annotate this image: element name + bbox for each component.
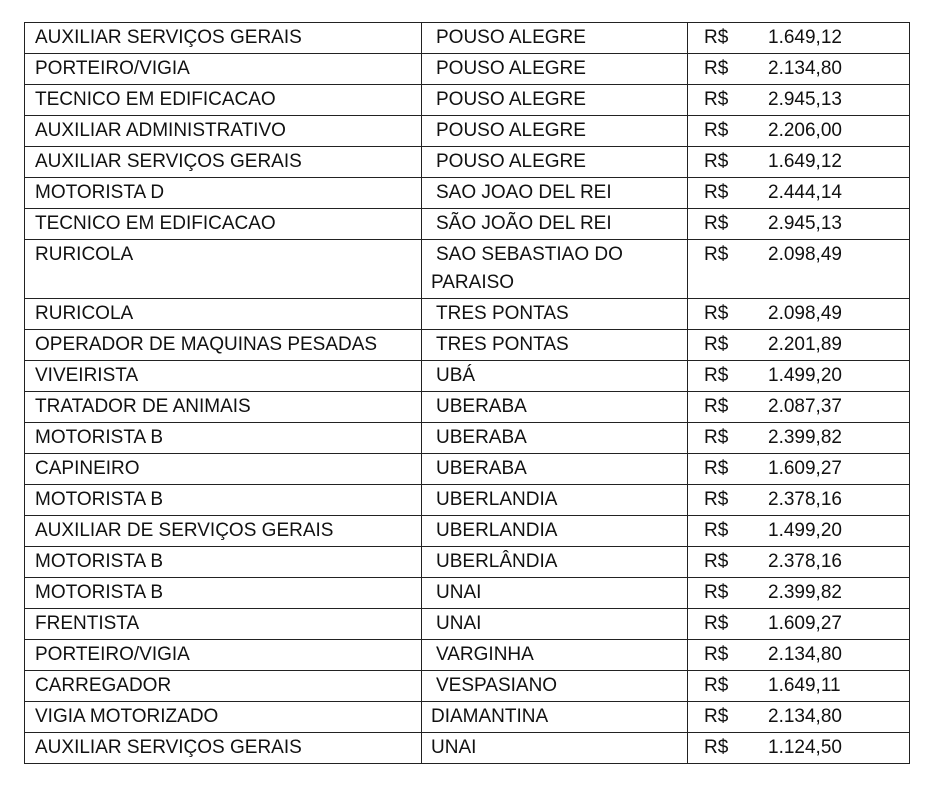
city-text: SAO SEBASTIAO DO xyxy=(436,244,623,265)
table-row xyxy=(25,609,910,640)
role-cell: AUXILIAR SERVIÇOS GERAIS xyxy=(25,733,422,764)
currency-symbol: R$ xyxy=(704,582,729,603)
table-row xyxy=(25,330,910,361)
table-row xyxy=(25,147,910,178)
salary-amount: 2.206,00 xyxy=(768,120,842,141)
salary-amount: 1.609,27 xyxy=(768,613,842,634)
city-text: UBERLANDIA xyxy=(436,520,558,541)
salary-table-body xyxy=(25,23,910,764)
salary-amount: 2.399,82 xyxy=(768,427,842,448)
table-row xyxy=(25,23,910,54)
salary-amount: 2.134,80 xyxy=(768,644,842,665)
table-row xyxy=(25,640,910,671)
currency-symbol: R$ xyxy=(704,27,729,48)
table-row xyxy=(25,702,910,733)
city-text: POUSO ALEGRE xyxy=(436,58,586,79)
city-text: TRES PONTAS xyxy=(436,334,569,355)
city-text: UBERABA xyxy=(436,396,527,417)
salary-cell xyxy=(688,85,910,116)
currency-symbol: R$ xyxy=(704,120,729,141)
salary-amount: 2.444,14 xyxy=(768,182,842,203)
currency-symbol: R$ xyxy=(704,706,729,727)
table-row xyxy=(25,116,910,147)
salary-cell xyxy=(688,640,910,671)
table-row xyxy=(25,240,910,299)
salary-cell xyxy=(688,423,910,454)
salary-table-container xyxy=(24,22,909,764)
salary-amount: 1.124,50 xyxy=(768,737,842,758)
salary-amount: 2.087,37 xyxy=(768,396,842,417)
salary-cell xyxy=(688,609,910,640)
salary-amount: 2.134,80 xyxy=(768,706,842,727)
city-text: SAO JOAO DEL REI xyxy=(436,182,612,203)
city-text: UBERLÂNDIA xyxy=(436,551,558,572)
city-cell xyxy=(422,454,688,485)
city-text: TRES PONTAS xyxy=(436,303,569,324)
city-text-line2: PARAISO xyxy=(431,272,515,293)
salary-cell xyxy=(688,23,910,54)
table-row xyxy=(25,485,910,516)
table-row xyxy=(25,209,910,240)
city-cell xyxy=(422,485,688,516)
salary-cell xyxy=(688,361,910,392)
role-cell: TECNICO EM EDIFICACAO xyxy=(25,85,422,116)
role-cell: AUXILIAR ADMINISTRATIVO xyxy=(25,116,422,147)
salary-amount: 1.499,20 xyxy=(768,520,842,541)
currency-symbol: R$ xyxy=(704,520,729,541)
salary-amount: 1.649,12 xyxy=(768,151,842,172)
city-cell xyxy=(422,178,688,209)
city-cell xyxy=(422,147,688,178)
city-text: SÃO JOÃO DEL REI xyxy=(436,213,612,234)
table-row xyxy=(25,54,910,85)
city-cell xyxy=(422,299,688,330)
salary-cell xyxy=(688,733,910,764)
city-text: POUSO ALEGRE xyxy=(436,27,586,48)
table-row xyxy=(25,299,910,330)
city-text: UNAI xyxy=(436,582,482,603)
currency-symbol: R$ xyxy=(704,182,729,203)
city-text: POUSO ALEGRE xyxy=(436,120,586,141)
role-cell: MOTORISTA B xyxy=(25,547,422,578)
city-cell xyxy=(422,578,688,609)
currency-symbol: R$ xyxy=(704,644,729,665)
city-cell xyxy=(422,116,688,147)
salary-cell xyxy=(688,240,910,299)
role-cell: PORTEIRO/VIGIA xyxy=(25,54,422,85)
city-cell xyxy=(422,23,688,54)
role-cell: AUXILIAR DE SERVIÇOS GERAIS xyxy=(25,516,422,547)
table-row xyxy=(25,516,910,547)
salary-cell xyxy=(688,671,910,702)
role-cell: FRENTISTA xyxy=(25,609,422,640)
city-cell xyxy=(422,392,688,423)
city-text: POUSO ALEGRE xyxy=(436,89,586,110)
city-text: VESPASIANO xyxy=(436,675,558,696)
salary-table xyxy=(24,22,910,764)
city-text: UBERLANDIA xyxy=(436,489,558,510)
salary-cell xyxy=(688,330,910,361)
role-cell: CAPINEIRO xyxy=(25,454,422,485)
salary-cell xyxy=(688,578,910,609)
salary-cell xyxy=(688,547,910,578)
currency-symbol: R$ xyxy=(704,89,729,110)
salary-cell xyxy=(688,209,910,240)
role-cell: CARREGADOR xyxy=(25,671,422,702)
role-cell: TECNICO EM EDIFICACAO xyxy=(25,209,422,240)
role-cell: AUXILIAR SERVIÇOS GERAIS xyxy=(25,147,422,178)
city-text: UBÁ xyxy=(436,365,476,386)
salary-amount: 2.399,82 xyxy=(768,582,842,603)
city-cell xyxy=(422,54,688,85)
city-text: UBERABA xyxy=(436,427,527,448)
currency-symbol: R$ xyxy=(704,551,729,572)
currency-symbol: R$ xyxy=(704,613,729,634)
city-text: POUSO ALEGRE xyxy=(436,151,586,172)
salary-amount: 1.609,27 xyxy=(768,458,842,479)
role-cell: RURICOLA xyxy=(25,240,422,299)
salary-amount: 2.098,49 xyxy=(768,244,842,265)
salary-amount: 1.649,11 xyxy=(768,675,841,696)
city-cell xyxy=(422,330,688,361)
currency-symbol: R$ xyxy=(704,396,729,417)
role-cell: AUXILIAR SERVIÇOS GERAIS xyxy=(25,23,422,54)
salary-cell xyxy=(688,116,910,147)
salary-amount: 2.945,13 xyxy=(768,89,842,110)
city-cell xyxy=(422,516,688,547)
salary-cell xyxy=(688,454,910,485)
city-cell xyxy=(422,733,688,764)
role-cell: MOTORISTA B xyxy=(25,423,422,454)
salary-amount: 2.098,49 xyxy=(768,303,842,324)
currency-symbol: R$ xyxy=(704,737,729,758)
city-cell xyxy=(422,547,688,578)
currency-symbol: R$ xyxy=(704,58,729,79)
currency-symbol: R$ xyxy=(704,244,729,265)
currency-symbol: R$ xyxy=(704,427,729,448)
city-text: DIAMANTINA xyxy=(431,706,549,727)
table-row xyxy=(25,733,910,764)
salary-cell xyxy=(688,299,910,330)
role-cell: RURICOLA xyxy=(25,299,422,330)
salary-amount: 1.499,20 xyxy=(768,365,842,386)
table-row xyxy=(25,578,910,609)
city-cell xyxy=(422,423,688,454)
salary-cell xyxy=(688,516,910,547)
currency-symbol: R$ xyxy=(704,334,729,355)
salary-cell xyxy=(688,702,910,733)
city-cell xyxy=(422,640,688,671)
table-row xyxy=(25,178,910,209)
city-cell xyxy=(422,609,688,640)
table-row xyxy=(25,361,910,392)
role-cell: OPERADOR DE MAQUINAS PESADAS xyxy=(25,330,422,361)
table-row xyxy=(25,454,910,485)
salary-cell xyxy=(688,485,910,516)
currency-symbol: R$ xyxy=(704,489,729,510)
city-text: VARGINHA xyxy=(436,644,534,665)
role-cell: MOTORISTA B xyxy=(25,578,422,609)
currency-symbol: R$ xyxy=(704,213,729,234)
currency-symbol: R$ xyxy=(704,303,729,324)
city-text: UNAI xyxy=(436,613,482,634)
city-cell xyxy=(422,361,688,392)
city-cell xyxy=(422,671,688,702)
role-cell: MOTORISTA D xyxy=(25,178,422,209)
role-cell: VIVEIRISTA xyxy=(25,361,422,392)
city-cell xyxy=(422,209,688,240)
table-row xyxy=(25,392,910,423)
salary-cell xyxy=(688,392,910,423)
currency-symbol: R$ xyxy=(704,675,729,696)
city-cell xyxy=(422,240,688,299)
role-cell: TRATADOR DE ANIMAIS xyxy=(25,392,422,423)
role-cell: PORTEIRO/VIGIA xyxy=(25,640,422,671)
table-row xyxy=(25,423,910,454)
role-cell: MOTORISTA B xyxy=(25,485,422,516)
role-cell: VIGIA MOTORIZADO xyxy=(25,702,422,733)
salary-amount: 2.201,89 xyxy=(768,334,842,355)
salary-amount: 2.945,13 xyxy=(768,213,842,234)
city-text: UBERABA xyxy=(436,458,527,479)
salary-cell xyxy=(688,147,910,178)
salary-amount: 2.134,80 xyxy=(768,58,842,79)
currency-symbol: R$ xyxy=(704,458,729,479)
table-row xyxy=(25,671,910,702)
currency-symbol: R$ xyxy=(704,151,729,172)
currency-symbol: R$ xyxy=(704,365,729,386)
table-row xyxy=(25,547,910,578)
table-row xyxy=(25,85,910,116)
salary-amount: 2.378,16 xyxy=(768,551,842,572)
city-text: UNAI xyxy=(431,737,477,758)
salary-cell xyxy=(688,178,910,209)
salary-cell xyxy=(688,54,910,85)
salary-amount: 2.378,16 xyxy=(768,489,842,510)
city-cell xyxy=(422,85,688,116)
city-cell xyxy=(422,702,688,733)
salary-amount: 1.649,12 xyxy=(768,27,842,48)
